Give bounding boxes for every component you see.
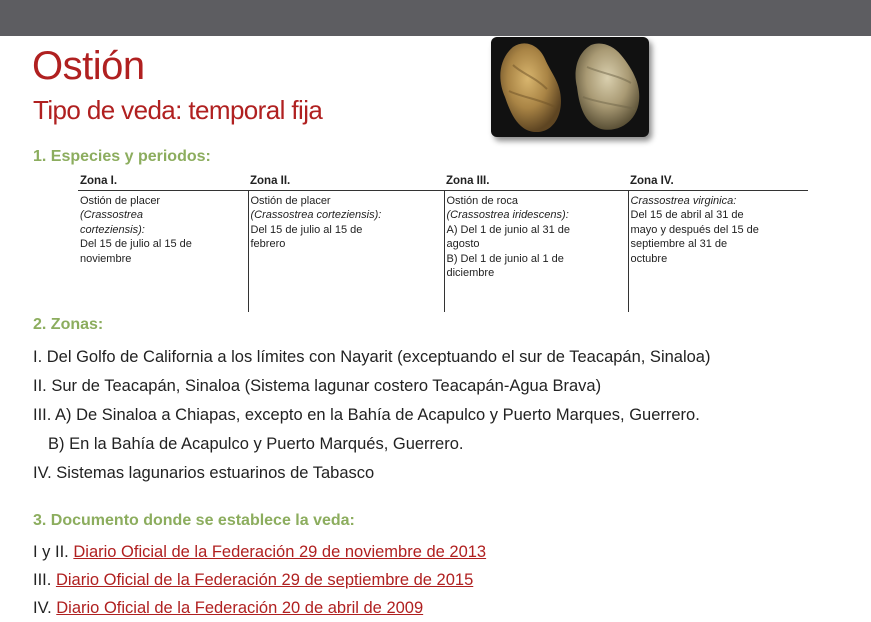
cell-text: diciembre [446, 267, 495, 279]
zone-item: I. Del Golfo de California a los límites con Nayarit (exceptuando el sur de Teacapán, Sinaloa) [33, 348, 711, 366]
cell-text: (Crassostrea corteziensis): [250, 209, 382, 221]
zones-list [33, 343, 710, 488]
document-item [33, 566, 486, 594]
species-periods-table [78, 174, 808, 312]
document-link[interactable]: Diario Oficial de la Federación 20 de abril de 2009 [56, 599, 424, 617]
document-prefix: IV. [33, 599, 52, 617]
cell-text: mayo y después del 15 de [630, 223, 759, 236]
document-prefix: I y II. [33, 543, 69, 561]
cell-text: Del 15 de julio al 15 de [250, 223, 363, 236]
document-section-heading: 3. Documento donde se establece la veda: [33, 512, 355, 529]
cell-text: (Crassostrea [80, 209, 143, 221]
document-prefix: III. [33, 571, 52, 589]
zone-item: II. Sur de Teacapán, Sinaloa (Sistema lagunar costero Teacapán-Agua Brava) [33, 377, 602, 395]
zone-item: IV. Sistemas lagunarios estuarinos de Tabasco [33, 464, 375, 482]
oyster-shells-image [491, 37, 649, 137]
cell-text: corteziensis): [80, 223, 145, 236]
page-subtitle: Tipo de veda: temporal fija [33, 95, 323, 125]
zone-3-cell [444, 190, 628, 312]
cell-text: septiembre al 31 de [630, 238, 728, 250]
zones-section-heading: 2. Zonas: [33, 316, 104, 333]
document-link[interactable]: Diario Oficial de la Federación 29 de septiembre de 2015 [55, 571, 474, 589]
cell-text: (Crassostrea iridescens): [446, 209, 569, 221]
document-item [33, 594, 486, 622]
cell-text: Crassostrea virginica: [630, 194, 737, 207]
cell-text: noviembre [80, 252, 132, 265]
cell-text: febrero [250, 238, 286, 250]
zone-4-header: Zona IV. [628, 174, 808, 190]
species-section-heading: 1. Especies y periodos: [33, 148, 211, 165]
documents-list [33, 538, 486, 622]
document-link[interactable]: Diario Oficial de la Federación 29 de noviembre de 2013 [73, 543, 487, 561]
zone-item: B) En la Bahía de Acapulco y Puerto Marqués, Guerrero. [48, 435, 464, 453]
zone-4-cell [628, 190, 808, 312]
cell-text: Del 15 de julio al 15 de [80, 238, 192, 250]
zone-1-cell [78, 190, 248, 312]
cell-text: agosto [446, 238, 480, 250]
zone-item: III. A) De Sinaloa a Chiapas, excepto en la Bahía de Acapulco y Puerto Marques, Guerrero. [33, 406, 700, 424]
top-bar [0, 0, 871, 36]
cell-text: A) Del 1 de junio al 31 de [446, 223, 571, 236]
cell-text: B) Del 1 de junio al 1 de [446, 252, 564, 265]
document-item [33, 538, 486, 566]
zone-3-header: Zona III. [444, 174, 628, 190]
cell-text: octubre [630, 252, 668, 265]
cell-text: Ostión de roca [446, 194, 519, 207]
page-title: Ostión [32, 44, 145, 88]
zone-2-cell [248, 190, 444, 312]
cell-text: Ostión de placer [250, 194, 331, 207]
zone-1-header: Zona I. [78, 174, 248, 190]
cell-text: Ostión de placer [80, 194, 161, 207]
zone-2-header: Zona II. [248, 174, 444, 190]
oyster-shells-photo [491, 37, 649, 137]
cell-text: Del 15 de abril al 31 de [630, 209, 744, 221]
